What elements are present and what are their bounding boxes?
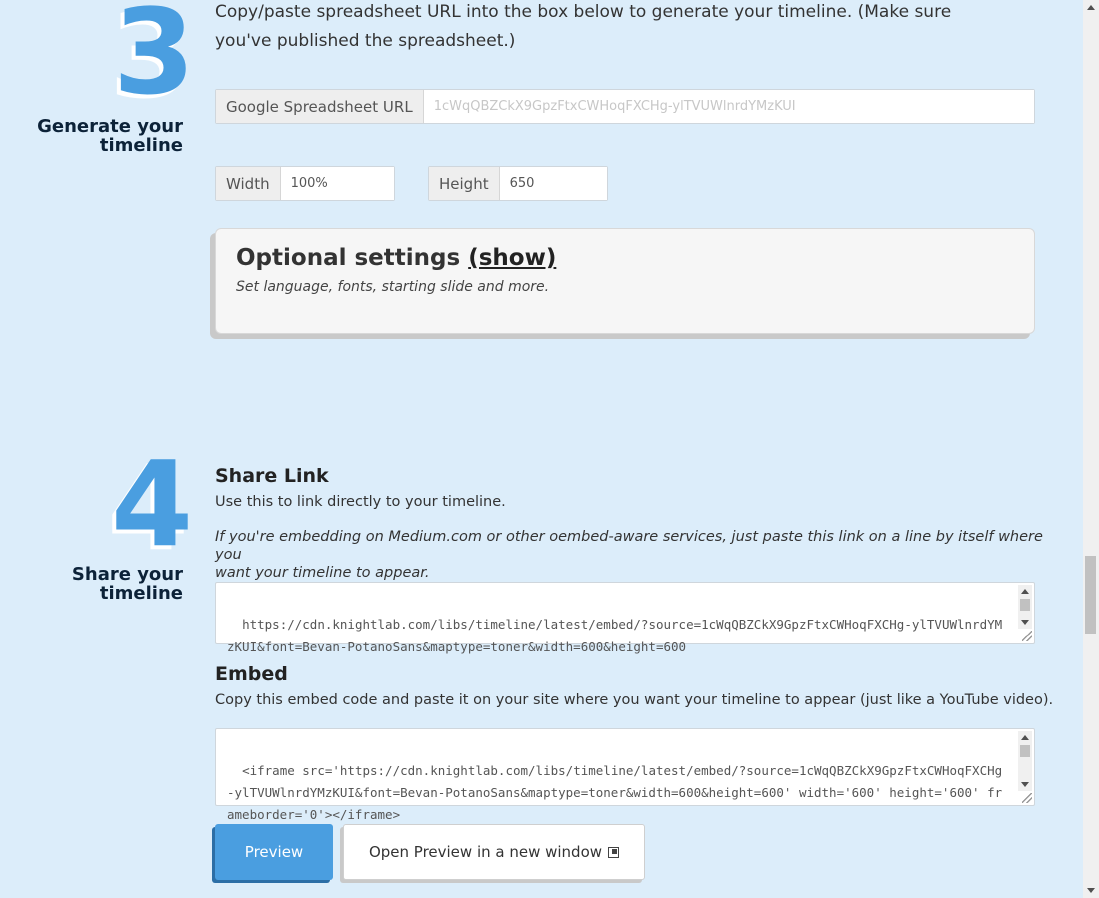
page-scrollbar[interactable]	[1083, 0, 1099, 898]
spreadsheet-url-input[interactable]	[424, 90, 1034, 123]
open-preview-new-window-button[interactable]	[343, 824, 645, 880]
step-3-instructions	[215, 0, 1035, 56]
scrollbar-thumb[interactable]	[1085, 556, 1096, 634]
optional-settings-title: Optional settings	[236, 245, 461, 271]
embed-code-scrollbar[interactable]	[1018, 731, 1032, 791]
step-4-title	[13, 565, 183, 603]
height-label: Height	[429, 167, 500, 200]
embed-code-textarea[interactable]	[215, 728, 1035, 822]
height-group	[428, 166, 608, 201]
optional-settings-panel	[215, 228, 1035, 334]
share-link-note-line1: If you're embedding on Medium.com or other oembed-aware services, just paste this link on a line by itself where you	[215, 529, 1043, 563]
step-3-title-line1: Generate your	[37, 116, 183, 137]
height-input[interactable]	[500, 167, 607, 200]
optional-settings-subtitle: Set language, fonts, starting slide and more.	[236, 279, 550, 295]
share-link-resize-grip[interactable]	[1022, 631, 1032, 641]
preview-button[interactable]: Preview	[215, 824, 333, 880]
embed-code: <iframe src='https://cdn.knightlab.com/libs/timeline/latest/embed/?source=1cWqQBZCkX9GpzFtxCWHoqFXCHg-ylTVUWlnrdYMzKUI&font=Bevan-PotanoSans&maptype=toner&width=600&height=600' width='600' height='600' frameborder='0'></iframe>	[227, 763, 1003, 822]
step-number-3: 3	[113, 0, 196, 121]
optional-settings-heading	[236, 245, 556, 271]
width-label: Width	[216, 167, 281, 200]
spreadsheet-url-label: Google Spreadsheet URL	[216, 90, 424, 123]
share-link-description: Use this to link directly to your timeline.	[215, 494, 506, 510]
step-4-title-line1: Share your	[71, 564, 183, 585]
step-number-4: 4	[111, 435, 194, 573]
spreadsheet-url-group	[215, 89, 1035, 124]
embed-description: Copy this embed code and paste it on your site where you want your timeline to appear (just like a YouTube video).	[215, 692, 1054, 708]
share-link-heading: Share Link	[215, 465, 329, 487]
embed-heading: Embed	[215, 663, 288, 685]
step-4-title-line2: timeline	[99, 583, 183, 604]
embed-code-resize-grip[interactable]	[1022, 793, 1032, 803]
step-3-title	[13, 117, 183, 155]
share-link-note	[215, 528, 1045, 582]
scroll-up-arrow-icon[interactable]	[1087, 5, 1095, 10]
scroll-down-arrow-icon[interactable]	[1087, 888, 1095, 893]
optional-settings-toggle-link[interactable]: (show)	[468, 245, 557, 271]
step-3-instructions-line2: you've published the spreadsheet.)	[215, 31, 516, 51]
width-group	[215, 166, 395, 201]
share-link-scrollbar[interactable]	[1018, 585, 1032, 629]
step-3-instructions-line1: Copy/paste spreadsheet URL into the box below to generate your timeline. (Make sure	[215, 2, 952, 22]
width-input[interactable]	[281, 167, 394, 200]
step-3-title-line2: timeline	[99, 135, 183, 156]
open-preview-label: Open Preview in a new window	[368, 843, 603, 861]
share-link-url: https://cdn.knightlab.com/libs/timeline/latest/embed/?source=1cWqQBZCkX9GpzFtxCWHoqFXCHg-ylTVUWlnrdYMzKUI&font=Bevan-PotanoSans&maptype=toner&width=600&height=600	[227, 617, 1003, 654]
share-link-textarea[interactable]	[215, 582, 1035, 654]
share-link-note-line2: want your timeline to appear.	[215, 565, 430, 581]
external-link-icon	[608, 847, 619, 858]
